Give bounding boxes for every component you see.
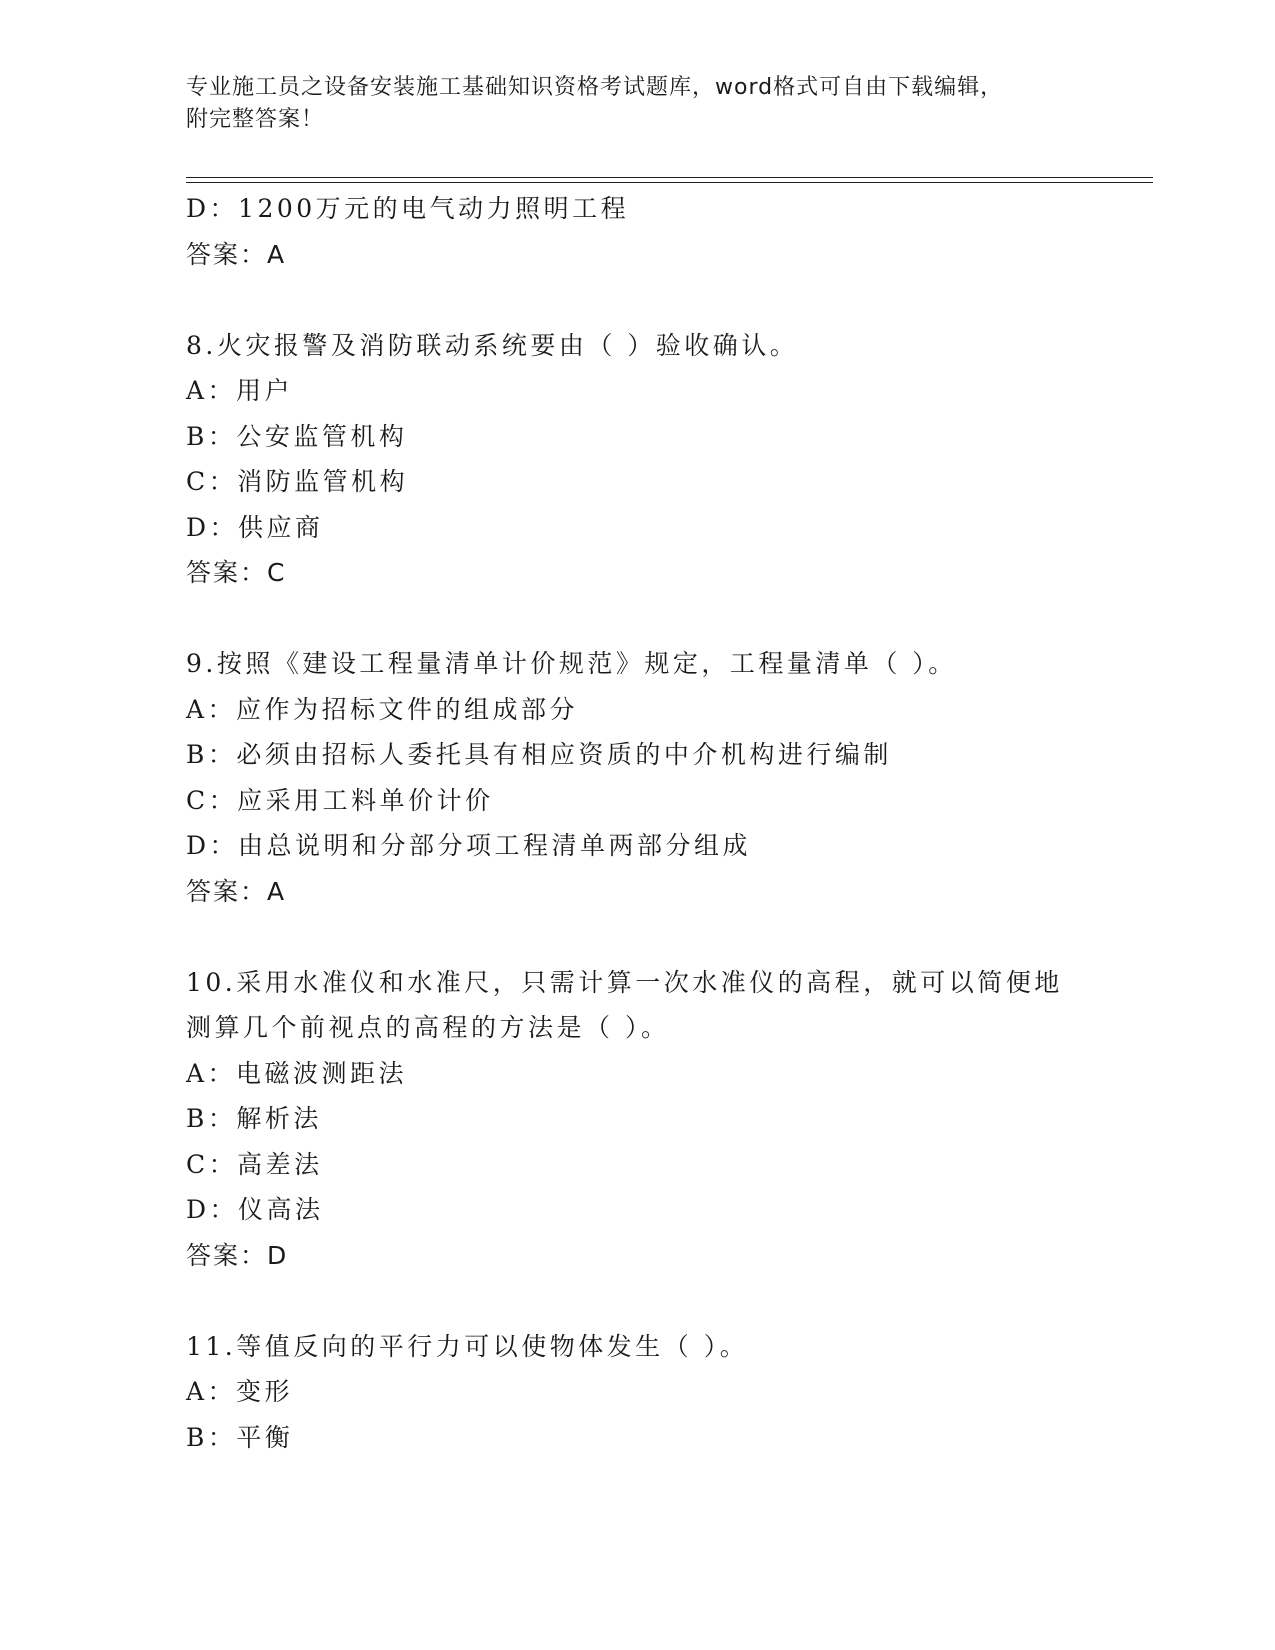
question-stem: 9.按照《建设工程量清单计价规范》规定，工程量清单（ ）。 — [186, 649, 957, 678]
option-a: A：用户 — [186, 376, 294, 405]
option-b: B：公安监管机构 — [186, 421, 408, 451]
option-d: D：1200万元的电气动力照明工程 — [186, 194, 630, 223]
question-stem-line-1: 10.采用水准仪和水准尺，只需计算一次水准仪的高程，就可以简便地 — [186, 967, 1063, 997]
option-d: D：供应商 — [186, 512, 324, 542]
option-d: D：由总说明和分部分项工程清单两部分组成 — [186, 831, 752, 860]
option-a: A：应作为招标文件的组成部分 — [186, 694, 579, 724]
option-c: C：高差法 — [186, 1149, 323, 1179]
header-line-1: 专业施工员之设备安装施工基础知识资格考试题库，word格式可自由下载编辑， — [186, 75, 1004, 100]
answer: 答案：D — [186, 1240, 289, 1270]
document-header — [186, 72, 1086, 136]
question-11 — [186, 1324, 1153, 1461]
option-a: A：电磁波测距法 — [186, 1058, 408, 1088]
spacer — [186, 914, 1153, 960]
option-b: B：平衡 — [186, 1422, 294, 1452]
answer: 答案：A — [186, 876, 287, 906]
spacer — [186, 1278, 1153, 1324]
question-stem: 8.火灾报警及消防联动系统要由（ ）验收确认。 — [186, 330, 799, 360]
question-10 — [186, 960, 1153, 1279]
question-list — [186, 186, 1153, 1460]
option-d: D：仪高法 — [186, 1195, 324, 1224]
question-stem: 11.等值反向的平行力可以使物体发生（ ）。 — [186, 1331, 749, 1361]
question-9 — [186, 641, 1153, 914]
spacer — [186, 596, 1153, 642]
spacer — [186, 277, 1153, 323]
header-divider-bottom — [186, 182, 1153, 183]
option-b: B：必须由招标人委托具有相应资质的中介机构进行编制 — [186, 740, 892, 769]
answer: 答案：C — [186, 558, 287, 587]
option-c: C：应采用工料单价计价 — [186, 785, 494, 815]
answer: 答案：A — [186, 239, 287, 269]
header-line-2: 附完整答案！ — [186, 107, 325, 132]
option-b: B：解析法 — [186, 1104, 322, 1133]
question-stem-line-2: 测算几个前视点的高程的方法是（ ）。 — [186, 1013, 670, 1042]
header-divider-top — [186, 177, 1153, 178]
option-c: C：消防监管机构 — [186, 467, 409, 496]
question-8 — [186, 323, 1153, 596]
question-prev — [186, 186, 1153, 277]
option-a: A：变形 — [186, 1377, 294, 1406]
